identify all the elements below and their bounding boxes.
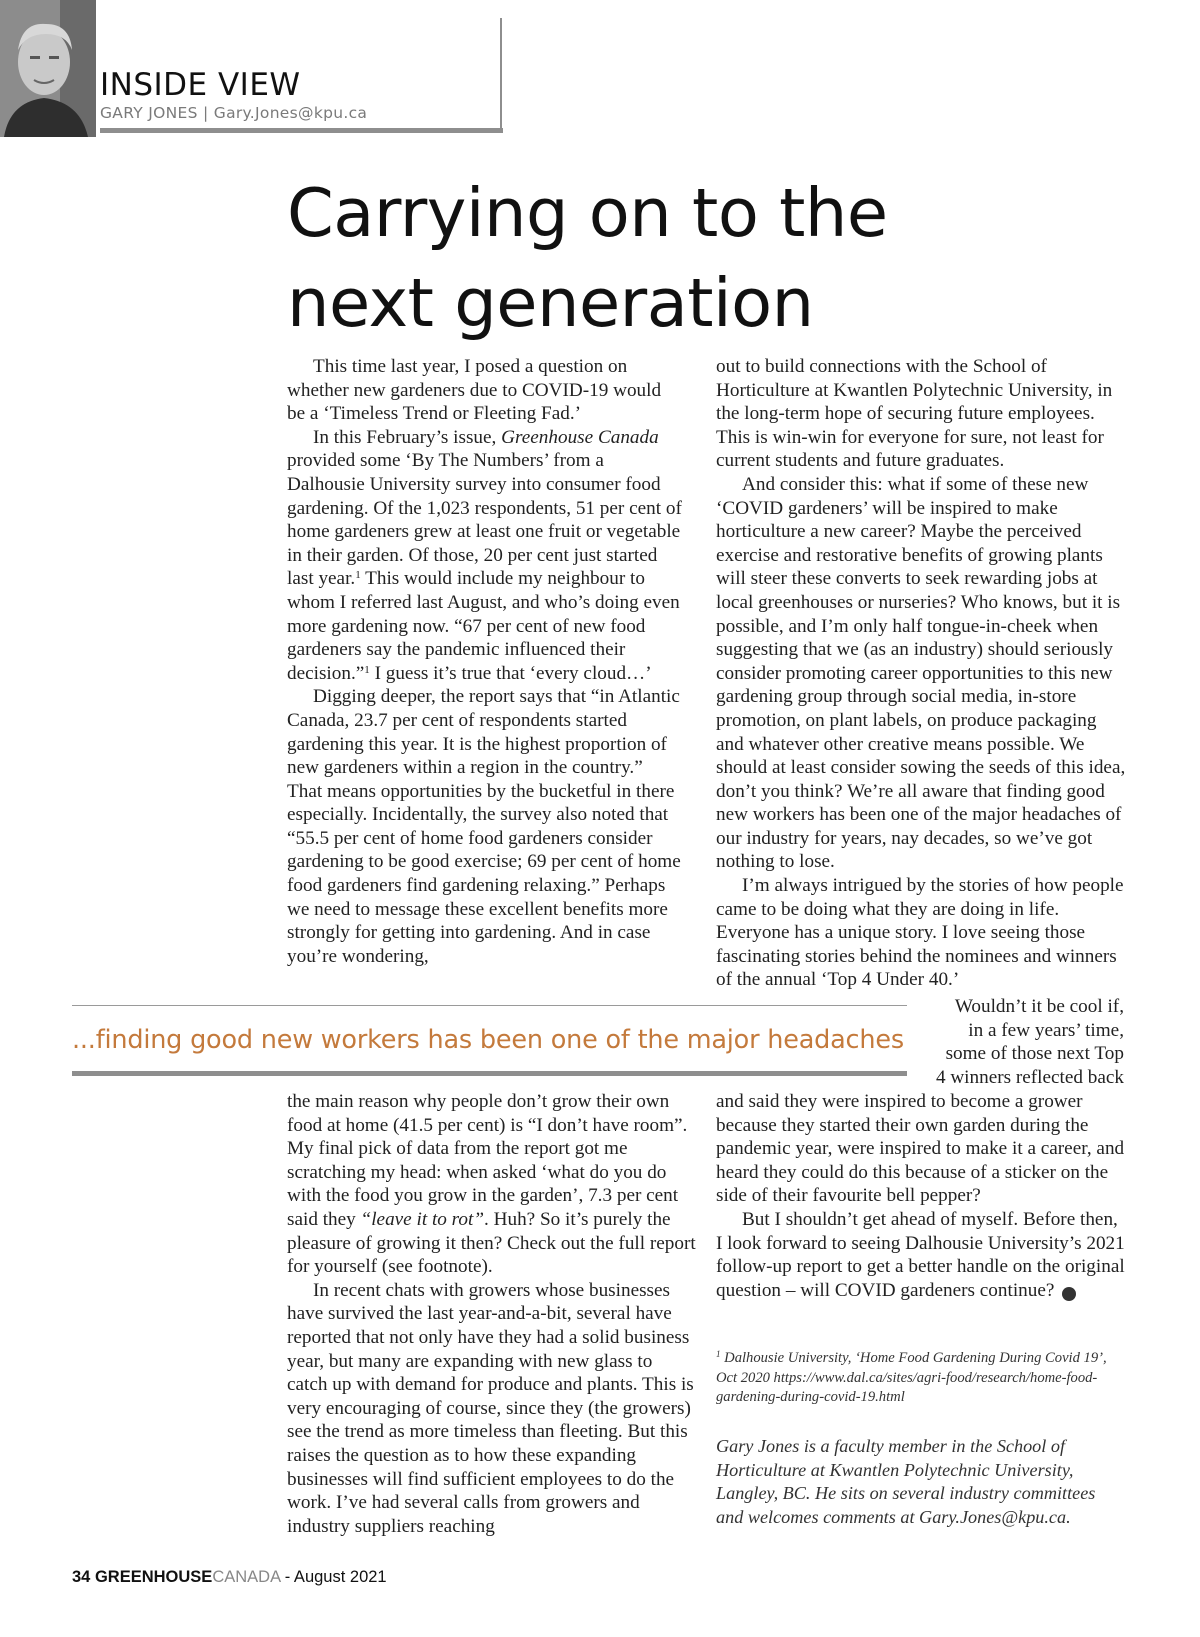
magazine-name: GREENHOUSE [94, 1568, 213, 1586]
text-line: in a few years’ time, [968, 1019, 1124, 1041]
paragraph: the main reason why people don’t grow their own food at home (41.5 per cent) is “I don’t have room”. My final pick of data from the report got me scratching my head: when asked ‘what do you do with the food you grow in the garden’, 7.3 per cent said they “leave it to rot”. Huh? So it’s purely the pleasure of growing it then? Check out the full report for yourself (see footnote). [287, 1091, 696, 1278]
pull-quote: ...finding good new workers has been one of the major headaches [72, 1025, 904, 1055]
header-divider [500, 18, 502, 131]
body-column-2-top [716, 355, 1126, 992]
paragraph: But I shouldn’t get ahead of myself. Before then, I look forward to seeing Dalhousie University’s 2021 follow-up report to get a better handle on the original question – will COVID gardeners continue? GC [716, 1208, 1125, 1301]
text-line: Wouldn’t it be cool if, [954, 996, 1124, 1017]
body-column-1-bottom [287, 1090, 697, 1538]
body-column-2-wrap [924, 995, 1124, 1089]
paragraph: In this February’s issue, Greenhouse Canada provided some ‘By The Numbers’ from a Dalhousie University survey into consumer food gardening. Of the 1,023 respondents, 51 per cent of home gardeners grew at least one fruit or vegetable in their garden. Of those, 20 per cent just started last year.$^1$ This would include my neighbour to whom I referred last August, and who’s doing even more gardening now. “67 per cent of new food gardeners say the pandemic influenced their decision.”$^1$ I guess it’s true that ‘every cloud…’ [287, 426, 682, 684]
author-photo [0, 0, 96, 137]
paragraph: And consider this: what if some of these new ‘COVID gardeners’ will be inspired to make horticulture a new career? Maybe the perceived exercise and restorative benefits of growing plants will steer these converts to seek rewarding jobs at local greenhouses or nurseries? Who knows, but it is possible, and I’m only half tongue-in-cheek when suggesting that we (as an industry) should seriously consider promoting career opportunities to this new gardening group through social media, in-store promotion, on plant labels, on produce packaging and whatever other creative means possible. We should at least consider sowing the seeds of this idea, don’t you think? We’re all aware that finding good new workers has been one of the major headaches of our industry for years, nay decades, so we’ve got nothing to lose. [716, 473, 1126, 873]
body-column-1-top [287, 355, 682, 968]
end-of-article-icon: GC [1062, 1287, 1076, 1301]
paragraph: This time last year, I posed a question on whether new gardeners due to COVID-19 would be a ‘Timeless Trend or Fleeting Fad.’ [287, 356, 662, 425]
text-line: some of those next Top [945, 1043, 1124, 1065]
paragraph: out to build connections with the School of Horticulture at Kwantlen Polytechnic University, in the long-term hope of securing future employees. This is win-win for everyone for sure, not least for current students and future graduates. [716, 356, 1113, 472]
paragraph: Digging deeper, the report says that “in Atlantic Canada, 23.7 per cent of respondents started gardening this year. It is the highest proportion of new gardeners within a region in the country.” That means opportunities by the bucketful in there especially. Incidentally, the survey also noted that “55.5 per cent of home food gardeners consider gardening to be good exercise; 69 per cent of home food gardeners find gardening relaxing.” Perhaps we need to message these excellent benefits more strongly for getting into gardening. And in case you’re wondering, [287, 686, 681, 967]
author-byline: GARY JONES | Gary.Jones@kpu.ca [100, 104, 368, 122]
footnote-ref: 1 [364, 663, 370, 676]
article-headline [287, 168, 987, 348]
issue-date: - August 2021 [284, 1568, 387, 1586]
paragraph: I’m always intrigued by the stories of how people came to be doing what they are doing in life. Everyone has a unique story. I love seeing those fascinating stories behind the nominees and winners of the annual ‘Top 4 Under 40.’ [716, 875, 1124, 991]
magazine-name-suffix: CANADA [212, 1568, 281, 1586]
headline-line-2: next generation [287, 264, 814, 342]
headline-line-1: Carrying on to the [287, 174, 888, 252]
header-rule [100, 128, 503, 133]
page-footer [72, 1568, 387, 1587]
footnote-ref: 1 [355, 569, 361, 582]
text-line: 4 winners reflected back [935, 1066, 1124, 1088]
pull-quote-rule-bottom [72, 1071, 907, 1076]
footnote-text: Dalhousie University, ‘Home Food Gardening During Covid 19’, Oct 2020 https://www.dal.ca/sites/agri-food/research/home-food-gardening-during-covid-19.html [716, 1350, 1107, 1406]
paragraph: and said they were inspired to become a grower because they started their own garden during the pandemic year, were inspired to make it a career, and heard they could do this because of a sticker on the side of their favourite bell pepper? [716, 1091, 1125, 1207]
page-number: 34 [72, 1568, 91, 1586]
pull-quote-rule-top [72, 1005, 907, 1006]
section-title: INSIDE VIEW [100, 67, 301, 103]
footnote-number: 1 [716, 1349, 721, 1359]
footnote [716, 1349, 1126, 1408]
column-header [100, 68, 500, 122]
paragraph: In recent chats with growers whose businesses have survived the last year-and-a-bit, several have reported that not only have they had a solid business year, but many are expanding with new glass to catch up with demand for produce and plants. This is very encouraging of course, since they (the growers) see the trend as more timeless than fleeting. But this raises the question as to how these expanding businesses will find sufficient employees to do the work. I’ve had several calls from growers and industry suppliers reaching [287, 1279, 694, 1537]
author-bio: Gary Jones is a faculty member in the School of Horticulture at Kwantlen Polytechnic University, Langley, BC. He sits on several industry committees and welcomes comments at Gary.Jones@kpu.ca. [716, 1436, 1096, 1527]
body-column-2-bottom [716, 1090, 1126, 1302]
